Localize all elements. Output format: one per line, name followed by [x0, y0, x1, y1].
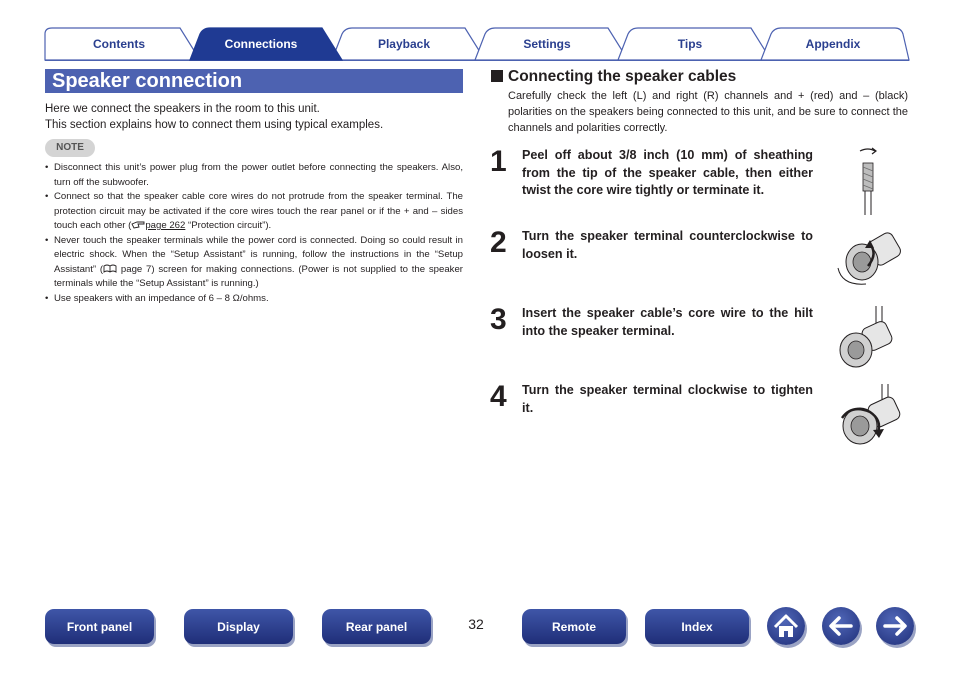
- arrow-left-icon: [822, 607, 860, 645]
- terminal-tighten-icon: [834, 382, 906, 448]
- arrow-right-icon: [876, 607, 914, 645]
- note-badge: NOTE: [45, 139, 95, 157]
- step-number: 2: [490, 226, 507, 259]
- page-number: 32: [468, 616, 484, 632]
- note-item: [45, 292, 463, 307]
- step-text: Turn the speaker terminal counterclockwise to loosen it.: [522, 229, 813, 261]
- step-number: 4: [490, 380, 507, 413]
- tab-bar: [0, 0, 954, 66]
- intro-line-2: This section explains how to connect them using typical examples.: [45, 119, 384, 131]
- note-text: Use speakers with an impedance of 6 – 8 Ω/ohms.: [54, 292, 269, 304]
- tab-shapes: [0, 0, 954, 66]
- section-title: Speaker connection: [45, 69, 463, 93]
- cable-stripped-icon: [850, 145, 885, 217]
- tab-contents[interactable]: Contents: [93, 37, 145, 51]
- note-item: [45, 234, 463, 292]
- step-number: 1: [490, 145, 507, 178]
- terminal-insert-wire-icon: [836, 304, 896, 372]
- subsection-heading-text: Connecting the speaker cables: [508, 68, 737, 85]
- subsection-text: Carefully check the left (L) and right (R) channels and + (red) and – (black) polarities on the speakers being connected to this unit, and be sure to connect the channels and polarities correctly.: [508, 90, 908, 134]
- forward-button[interactable]: [876, 607, 914, 645]
- tab-playback[interactable]: Playback: [377, 37, 431, 51]
- subsection-heading: [491, 68, 736, 86]
- note-text: Disconnect this unit’s power plug from the power outlet before connecting the speakers. Also, turn off the subwoofer.: [54, 162, 463, 188]
- page-262-link[interactable]: page 262: [145, 220, 186, 231]
- index-button[interactable]: Index: [645, 609, 749, 644]
- rear-panel-button[interactable]: Rear panel: [322, 609, 431, 644]
- step-number: 3: [490, 303, 507, 336]
- tab-connections[interactable]: Connections: [224, 37, 298, 51]
- note-text: Connect so that the speaker cable core wires do not protrude from the speaker terminal. The protection circuit may be activated if the core wires touch the rear panel or if the + and – sides touch each other (: [54, 191, 463, 231]
- back-button[interactable]: [822, 607, 860, 645]
- terminal-loosen-icon: [832, 226, 907, 288]
- notes-list: [45, 161, 463, 306]
- tab-appendix[interactable]: Appendix: [805, 37, 861, 51]
- home-icon: [767, 607, 805, 645]
- note-text: page 7) screen for making connections. (Power is not supplied to the speaker terminals while the “Setup Assistant” is running.): [54, 263, 464, 289]
- square-bullet-icon: [491, 70, 503, 82]
- display-button[interactable]: Display: [184, 609, 293, 644]
- note-text: Never touch the speaker terminals while the power cord is connected. Doing so could result in electric shock. When the “Setup Assistant” is running, follow the instructions in the “Setup Assistant” (: [54, 234, 463, 275]
- remote-button[interactable]: Remote: [522, 609, 626, 644]
- tab-tips[interactable]: Tips: [677, 37, 703, 51]
- tab-settings[interactable]: Settings: [523, 37, 571, 51]
- step-text: Insert the speaker cable’s core wire to the hilt into the speaker terminal.: [522, 306, 813, 338]
- step-text: Peel off about 3/8 inch (10 mm) of sheathing from the tip of the speaker cable, then either twist the core wire tightly or terminate it.: [522, 148, 813, 197]
- note-text: “Protection circuit”).: [185, 220, 272, 231]
- home-button[interactable]: [767, 607, 805, 645]
- step-text: Turn the speaker terminal clockwise to tighten it.: [522, 383, 813, 415]
- hand-pointer-icon: [131, 220, 145, 229]
- intro-line-1: Here we connect the speakers in the room to this unit.: [45, 103, 320, 115]
- note-item: [45, 161, 463, 190]
- intro-text: [45, 101, 465, 133]
- book-icon: [103, 264, 117, 273]
- front-panel-button[interactable]: Front panel: [45, 609, 154, 644]
- note-item: [45, 190, 463, 234]
